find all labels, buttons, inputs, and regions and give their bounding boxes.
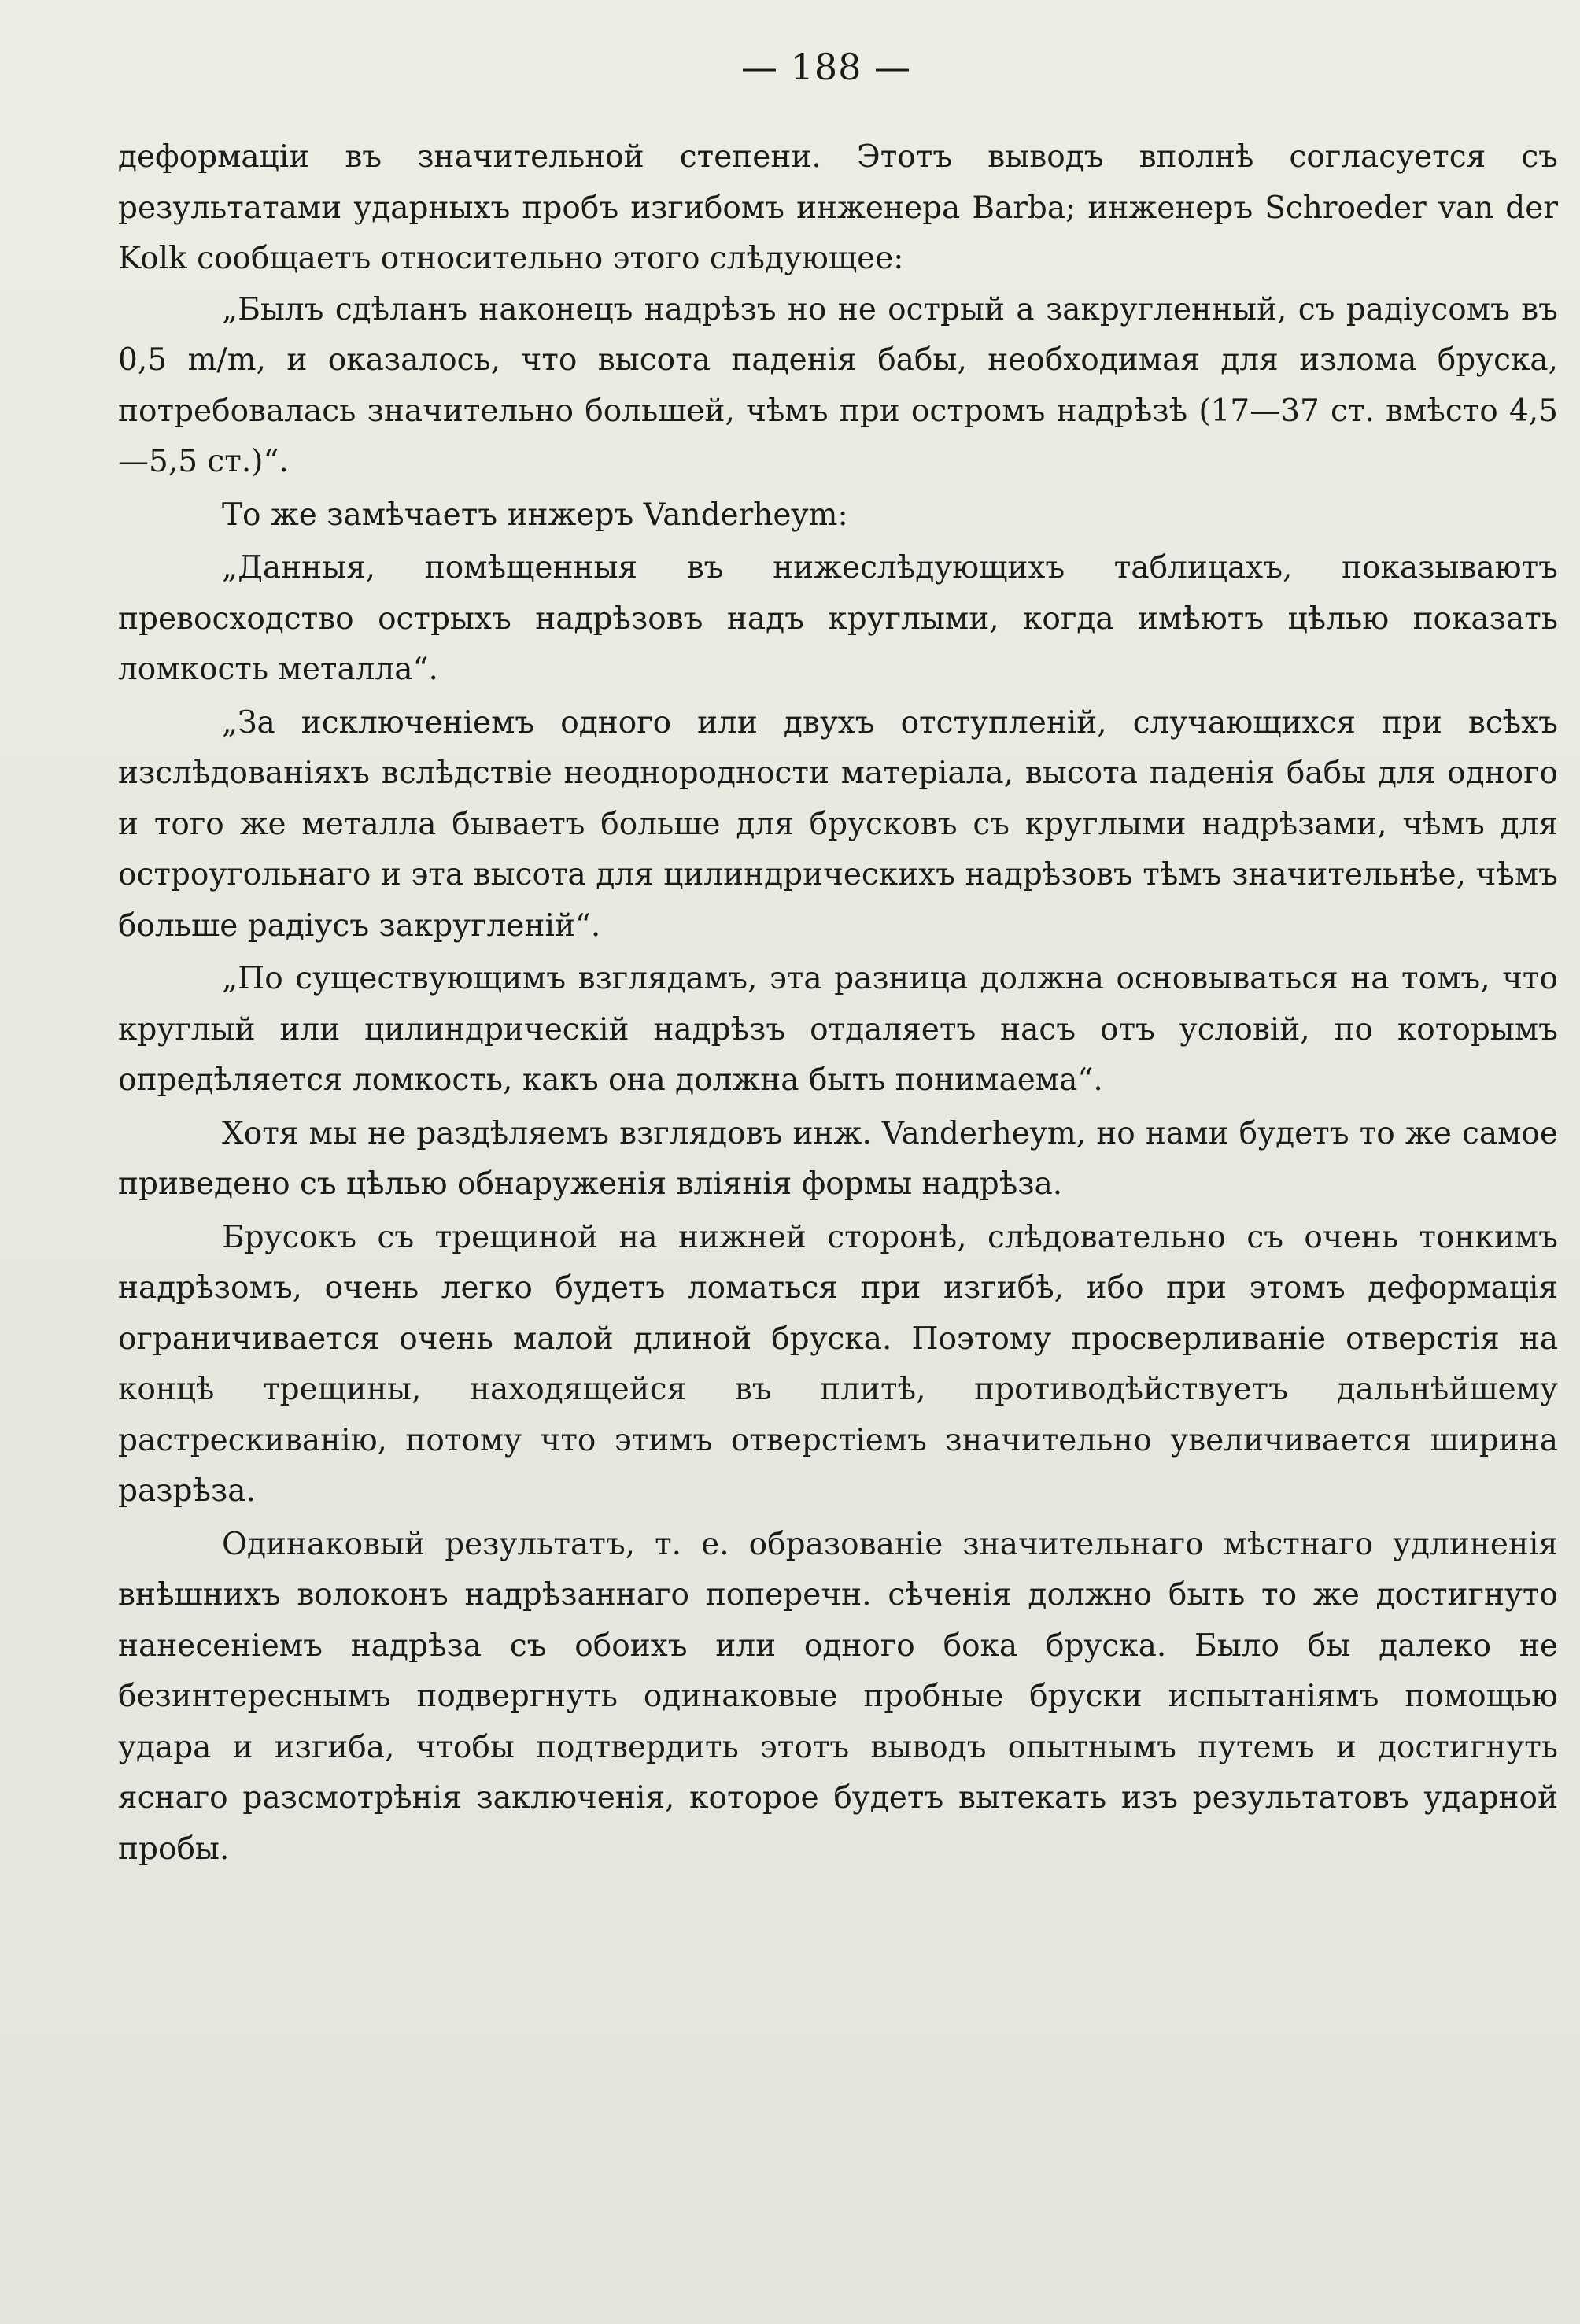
body-text xyxy=(118,132,1558,1875)
paragraph: То же замѣчаетъ инжеръ Vanderheym: xyxy=(222,497,848,533)
paragraph: Брусокъ съ трещиной на нижней сторонѣ, слѣдовательно съ очень тонкимъ надрѣзомъ, очень легко будетъ ломаться при изгибѣ, ибо при этомъ деформація ограничивается очень малой длиной бруска. Поэтому просверливаніе отверстія на концѣ трещины, находящейся въ плитѣ, противодѣйствуетъ дальнѣйшему растрескиванію, потому что этимъ отверстіемъ значительно увеличивается ширина разрѣза. xyxy=(118,1219,1558,1509)
page-number: — 188 — xyxy=(740,46,912,88)
paragraph: Хотя мы не раздѣляемъ взглядовъ инж. Vanderheym, но нами будетъ то же самое приведено съ цѣлью обнаруженія вліянія формы надрѣза. xyxy=(118,1115,1558,1202)
paragraph: „Данныя, помѣщенныя въ нижеслѣдующихъ таблицахъ, показываютъ превосходство острыхъ надрѣзовъ надъ круглыми, когда имѣютъ цѣлью показать ломкость металла“. xyxy=(118,550,1558,687)
paragraph: „По существующимъ взглядамъ, эта разница должна основываться на томъ, что круглый или цилиндрическій надрѣзъ отдаляетъ насъ отъ условій, по которымъ опредѣляется ломкость, какъ она должна быть понимаема“. xyxy=(118,961,1558,1098)
paragraph: „Былъ сдѣланъ наконецъ надрѣзъ но не острый а закругленный, съ радіусомъ въ 0,5 m/m, и оказалось, что высота паденія бабы, необходимая для излома бруска, потребовалась значительно большей, чѣмъ при остромъ надрѣзѣ (17—37 ст. вмѣсто 4,5—5,5 ст.)“. xyxy=(118,291,1558,479)
paragraph: Одинаковый результатъ, т. е. образованіе значительнаго мѣстнаго удлиненія внѣшнихъ волоконъ надрѣзаннаго поперечн. сѣченія должно быть то же достигнуто нанесеніемъ надрѣза съ обоихъ или одного бока бруска. Было бы далеко не безинтереснымъ подвергнуть одинаковые пробные бруски испытаніямъ помощью удара и изгиба, чтобы подтвердить этотъ выводъ опытнымъ путемъ и достигнуть яснаго разсмотрѣнія заключенія, которое будетъ вытекать изъ результатовъ ударной пробы. xyxy=(118,1526,1558,1867)
paragraph: деформаціи въ значительной степени. Этотъ выводъ вполнѣ согласуется съ результатами ударныхъ пробъ изгибомъ инженера Barba; инженеръ Schroeder van der Kolk сообщаетъ относительно этого слѣдующее: xyxy=(118,139,1558,276)
paragraph: „За исключеніемъ одного или двухъ отступленій, случающихся при всѣхъ изслѣдованіяхъ вслѣдствіе неоднородности матеріала, высота паденія бабы для одного и того же металла бываетъ больше для брусковъ съ круглыми надрѣзами, чѣмъ для остроугольнаго и эта высота для цилиндрическихъ надрѣзовъ тѣмъ значительнѣе, чѣмъ больше радіусъ закругленій“. xyxy=(118,704,1558,944)
